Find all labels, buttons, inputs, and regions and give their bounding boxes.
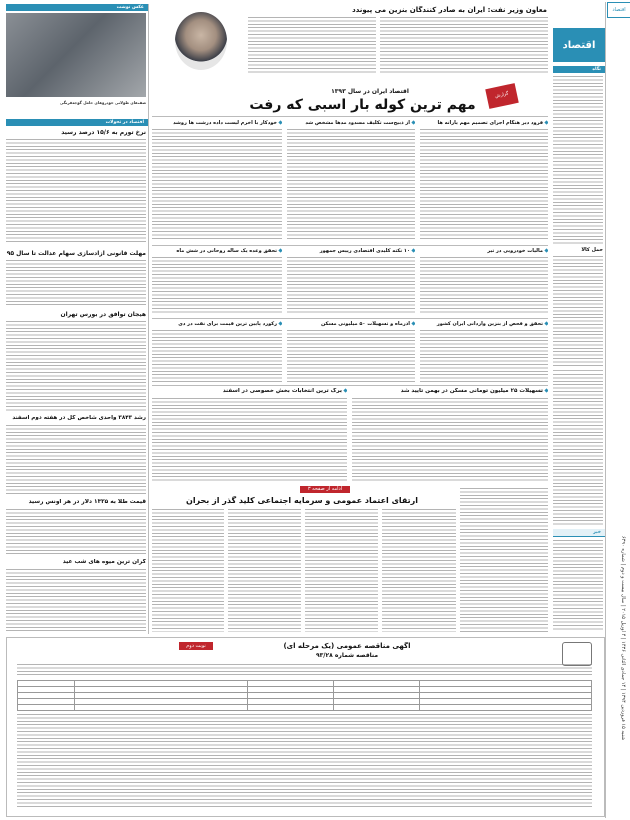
ad-badge: نوبت دوم [179,642,213,650]
left-headline-2: مهلت قانونی آزادسازی سهام عدالت تا سال ۹۵ [6,250,146,257]
col2-r3-title-text: آذرماه و تسهیلات ۵۰ میلیونی مسکن [320,321,410,327]
bullet-icon [278,120,282,124]
col3-r2-text [152,257,282,315]
sidebar-item-title: حمل کالا [581,247,603,253]
col1-r4-title-text: تسهیلات ۲۵ میلیون تومانی مسکن در بهمن تایید شد [400,388,543,394]
left-text-5 [6,509,146,555]
sidebar-label [553,66,605,73]
masthead-date-line: شنبه ۱۵ فروردین ۱۳۹۴ | ۱۴ جمادی الثانی ۱۴۳۶ | ۴ آوریل ۲۰۱۵ | سال بیست و دوم | شماره ۶۳۹۰ [620,535,626,740]
bullet-icon [278,248,282,252]
feature-text-1 [460,488,548,632]
col2-r1-text [287,129,415,241]
sidebar-text-block-2 [553,256,603,366]
left-column-divider [148,4,149,634]
col3-r2-title [152,248,282,254]
bullet-icon [411,248,415,252]
sidebar-text-block-3 [553,374,603,526]
lead-kicker: اقتصاد ایران در سال ۱۳۹۳ [331,88,409,95]
col3-r3-title-text: رکورد پایین ترین قیمت برای نفت در دی [178,321,277,327]
news-photo [6,13,146,97]
table-row [18,705,592,711]
col3-r3-title [152,321,282,327]
ad-table [17,680,592,711]
col1-r3-title [420,321,548,327]
left-text-6 [6,569,146,631]
portrait-photo [175,12,227,70]
row2-rule [152,245,548,246]
bullet-icon [411,120,415,124]
col1-r1-text [420,129,548,241]
col3-r1-title [152,120,282,126]
section-title: اقتصاد [553,28,605,62]
left-headline-6: گران ترین میوه های شب عید [62,559,146,565]
col2-r4-text [152,398,347,482]
masthead-divider [605,2,606,818]
col1-r1-title [420,120,548,126]
col2-r2-title-text: ۱۰ نکته کلیدی اقتصادی رییس جمهور [319,248,410,254]
col1-r4-text [352,398,548,482]
feature-text-5 [152,509,224,632]
sidebar-label-text: نگاه [592,67,601,72]
continued-label: ادامه از صفحه ۳ [300,486,350,493]
col2-r3-title [287,321,415,327]
col2-r2-text [287,257,415,315]
top-story-text-b [248,17,376,73]
col2-r4-title [152,388,347,394]
col1-r1-title-text: فرود دیر هنگام اجرای تصمیم مهم یارانه ها [437,120,543,126]
col1-r2-title-text: مالیات خودرویی در تیر [487,248,543,254]
left-text-3 [6,321,146,411]
bullet-icon [411,321,415,325]
col2-r1-title [287,120,415,126]
left-headline-1: نرخ تورم به ۱۵/۶ درصد رسید [61,129,146,136]
photo-caption: صف‌های طولانی خودروهای حامل گوجه‌فرنگی [59,100,146,105]
ad-subtitle: مناقصه شماره ۹۳/۲۸ [315,652,379,659]
ad-title: آگهی مناقصه عمومی (یک مرحله ای) [283,642,411,650]
feature-text-4 [228,509,301,632]
col1-r2-title [420,248,548,254]
lead-title: مهم ترین کوله بار اسبی که رفت [249,97,476,113]
top-story-title: معاون وزیر نفت: ایران به صادر کنندگان بنزین می پیوندد [352,6,547,14]
col3-r1-title-text: خودکار با اخرم لیست داده درشت ها روشد [173,120,277,126]
sidebar-text-block-1 [553,76,603,244]
col1-r3-text [420,330,548,382]
left-headline-5: قیمت طلا به ۱۳۲۵ دلار در هر اونس رسید [28,499,146,505]
col3-r1-text [152,129,282,241]
top-story-text-a [380,17,548,73]
col1-r4-title [352,388,548,394]
sidebar-divider [553,370,603,371]
col1-r3-title-text: تحقق و فحص از بنزین واردانی ایران کشور [436,321,543,327]
bullet-icon [544,120,548,124]
col2-r2-title [287,248,415,254]
feature-text-2 [382,509,456,632]
bullet-icon [278,321,282,325]
col3-r2-title-text: تحقق وعده یک ساله روحانی در شش ماه [176,248,277,254]
bullet-icon [544,388,548,392]
left-text-2 [6,260,146,306]
bullet-icon [544,248,548,252]
left-headline-3: هیجان توافق در بورس تهران [60,311,146,318]
left-headline-4: رشد ۳۸۴۳ واحدی شاخص کل در هفته دوم اسفند [12,415,146,421]
lead-stamp: گزارش [485,83,519,109]
col2-r3-text [287,330,415,382]
left-text-4 [6,425,146,495]
tender-ad [6,637,605,817]
row3-rule [152,318,548,319]
feature-text-3 [305,509,378,632]
left-text-1 [6,139,146,244]
col2-r1-title-text: از ذبیح‌ست تکلیف مسدود مدها مشخص شد [305,120,410,126]
sidebar-box-label-text: خبر [593,530,601,535]
masthead-logo: اقتصاد [607,2,630,18]
ad-logo-emblem [562,642,592,666]
lead-rule [152,116,548,117]
left-section-label-text: اقتصاد در تحولات [105,120,144,125]
col1-r2-text [420,257,548,315]
feature-title: ارتقای اعتماد عمومی و سرمایه اجتماعی کلید گذر از بحران [185,496,419,505]
col3-r3-text [152,330,282,382]
bullet-icon [544,321,548,325]
left-photo-label [6,4,148,11]
left-photo-label-text: عکس نوشت [116,5,144,10]
sidebar-box-label [553,529,605,537]
ad-terms-text [17,714,592,808]
sidebar-text-block-4 [553,540,603,632]
ad-intro-text [17,664,592,676]
col2-r4-title-text: برگ ترین انتخابات بخش خصوصی در اسفند [222,388,342,394]
bullet-icon [343,388,347,392]
left-section-label [6,119,148,126]
row4-rule [152,385,548,386]
